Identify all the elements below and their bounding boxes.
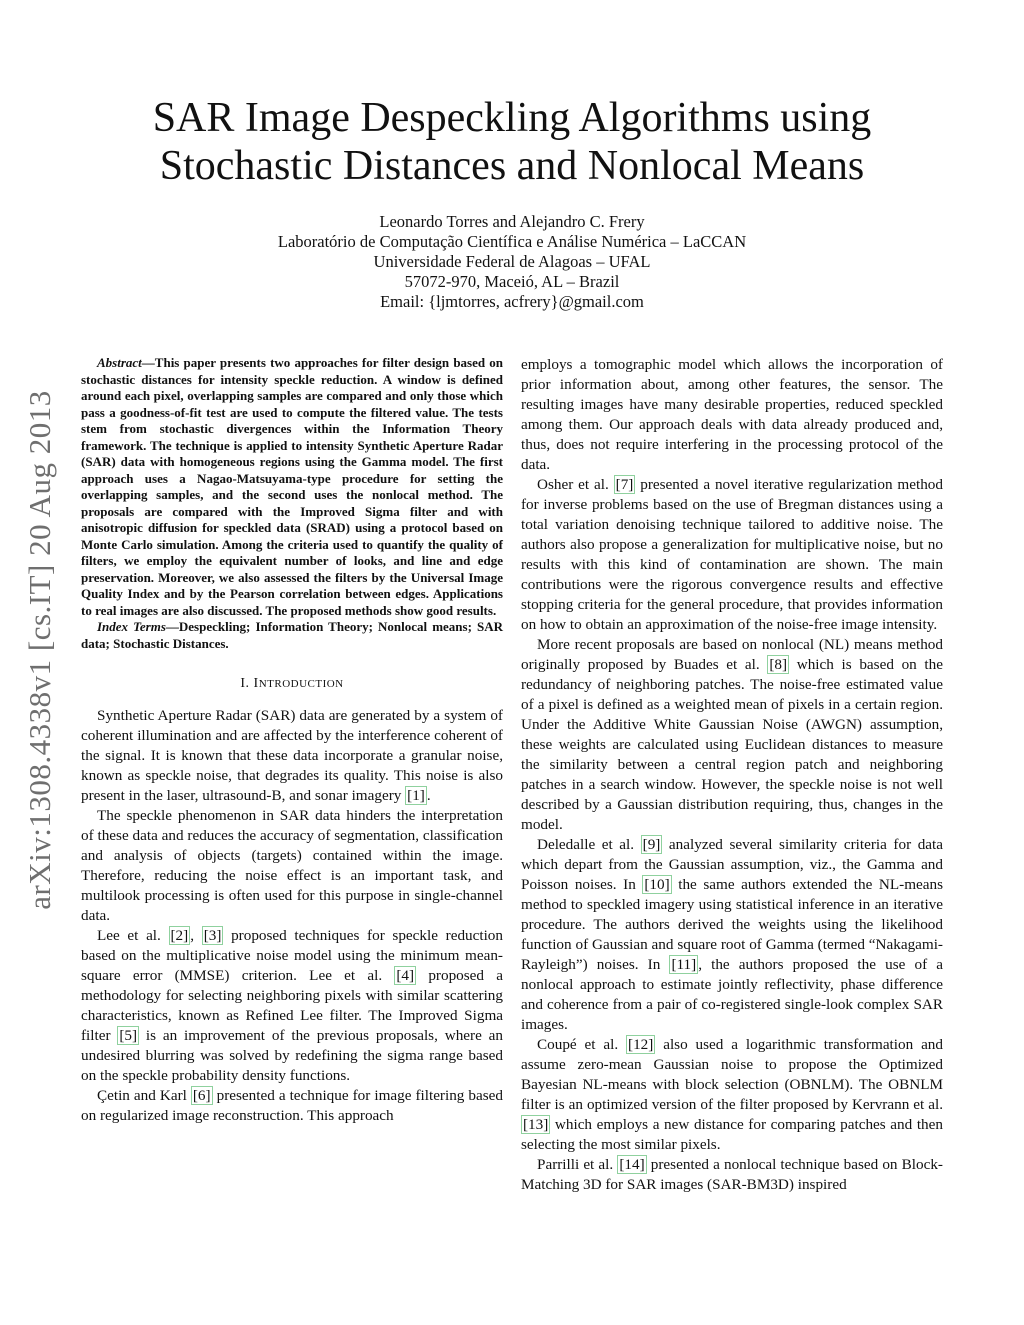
paragraph: More recent proposals are based on nonlocal (NL) means method originally proposed by Buades et al. [8] which is based on the redundancy of neighboring patches. The noise-free estimated value of a pixel is defined as a weighted mean of pixels in a certain region. Under the Additive White Gaussian Noise (AWGN) assumption, these weights are calculated using Euclidean distances to measure the similarity between a central region patch and neighboring patches in a search window. However, the speckle noise is not well described by a Gaussian distribution requiring, thus, changes in the model.: [521, 636, 943, 833]
paragraph: employs a tomographic model which allows the incorporation of prior information about, among other features, the sensor. The resulting images have many desirable properties, reduced speckled among them. Our approach deals with data already produced and, thus, does not require interfering in the processing protocol of the data.: [521, 356, 943, 473]
citation-link[interactable]: [14]: [619, 1156, 645, 1173]
citation-link[interactable]: [3]: [203, 927, 222, 944]
abstract-label: Abstract: [97, 355, 142, 370]
left-column: [81, 355, 503, 1126]
paragraph: Synthetic Aperture Radar (SAR) data are generated by a system of coherent illumination and are affected by the interference coherent of the signal. It is known that these data incorporate a granular noise, known as speckle noise, that degrades its quality. This noise is also present in the laser, ultrasound-B, and sonar imagery [1] .: [81, 707, 503, 804]
section-name: NTRODUCTION: [258, 678, 344, 690]
paragraph: Deledalle et al. [9] analyzed several similarity criteria for data which depart from the Gaussian assumption, viz., the Gamma and Poisson noises. In [10] the same authors extended the NL-means method to speckled imagery using statistical inference in an iterative procedure. The authors derived the weights using the likelihood function of Gaussian and square root of Gamma (termed “Nakagami-Rayleigh”) noises. In [11] , the authors proposed the use of a nonlocal approach to estimate jointly reflectivity, phase difference and coherence from a pair of co-registered single-look complex SAR images.: [521, 836, 944, 1033]
abstract: [81, 355, 503, 619]
right-column: [521, 355, 943, 1195]
citation-link[interactable]: [9]: [642, 836, 661, 853]
citation-link[interactable]: [1]: [407, 787, 425, 804]
index-terms-text: —Despeckling; Information Theory; Nonlocal means; SAR data; Stochastic Distances.: [81, 619, 504, 651]
affiliation-university: Universidade Federal de Alagoas – UFAL: [373, 252, 651, 271]
citation-link[interactable]: [6]: [192, 1087, 211, 1104]
section-heading-introduction: [81, 674, 503, 694]
author-email: Email: {ljmtorres, acfrery}@gmail.com: [380, 292, 644, 311]
citation-link[interactable]: [11]: [671, 956, 697, 973]
citation-link[interactable]: [8]: [769, 656, 788, 673]
index-terms: [81, 619, 503, 652]
arxiv-identifier: arXiv:1308.4338v1 [cs.IT] 20 Aug 2013: [22, 390, 57, 910]
author-names: Leonardo Torres and Alejandro C. Frery: [379, 212, 645, 231]
paragraph: Çetin and Karl [6] presented a technique for image filtering based on regularized image reconstruction. This approach: [81, 1087, 503, 1124]
abstract-text: —This paper presents two approaches for filter design based on stochastic distances for intensity speckle reduction. A window is defined around each pixel, overlapping samples are compared and only those which pass a goodness-of-fit test are used to compute the filtered value. The tests stem from stochastic divergences within the Information Theory framework. The technique is applied to intensity Synthetic Aperture Radar (SAR) data with homogeneous regions using the Gamma model. The first approach uses a Nagao-Matsuyama-type procedure for setting the overlapping samples, and the second uses the nonlocal method. The proposals are compared with the Improved Sigma filter and with anisotropic diffusion for speckled data (SRAD) using a protocol based on Monte Carlo simulation. Among the criteria used to quantify the quality of filters, we employ the equivalent number of looks, and line and edge preservation. Moreover, we also assessed the filters by the Universal Image Quality Index and by the Pearson correlation between edges. Applications to real images are also discussed. The proposed methods show good results.: [81, 355, 503, 618]
citation-link[interactable]: [5]: [119, 1027, 138, 1044]
paragraph: The speckle phenomenon in SAR data hinders the interpretation of these data and reduces the accuracy of segmentation, classification and analysis of objects (targets) contained within the image. Therefore, reducing the noise effect is an important task, and multilook processing is often used for this purpose in single-channel data.: [81, 807, 503, 924]
citation-link[interactable]: [4]: [396, 967, 415, 984]
affiliation-address: 57072-970, Maceió, AL – Brazil: [404, 272, 620, 291]
affiliation-lab: Laboratório de Computação Científica e Análise Numérica – LaCCAN: [277, 232, 747, 251]
paper-title: SAR Image Despeckling Algorithms using Stochastic Distances and Nonlocal Means: [152, 95, 872, 189]
citation-link[interactable]: [12]: [628, 1036, 654, 1053]
section-number: I. I: [240, 676, 259, 691]
citation-link[interactable]: [13]: [523, 1116, 549, 1133]
paragraph: Lee et al. [2] , [3] proposed techniques for speckle reduction based on the multiplicative noise model using the minimum mean-square error (MMSE) criterion. Lee et al. [4] proposed a methodology for selecting neighboring pixels with similar scattering characteristics, known as Refined Lee filter. The Improved Sigma filter [5] is an improvement of the previous proposals, where an undesired blurring was solved by redefining the sigma range based on the speckle probability density functions.: [81, 927, 504, 1084]
index-terms-label: Index Terms: [97, 619, 166, 634]
paragraph: Osher et al. [7] presented a novel iterative regularization method for inverse problems based on the use of Bregman distances using a total variation denoising technique tailored to additive noise. The authors also propose a generalization for multiplicative noise, but no results with this kind of contamination are shown. The main contributions were the rigorous convergence results and effective stopping criteria for the general procedure, that provides information on how to obtain an approximation of the noise-free image intensity.: [521, 476, 943, 633]
author-block: [120, 212, 904, 312]
paragraph: Coupé et al. [12] also used a logarithmic transformation and assume zero-mean Gaussian noise to propose the Optimized Bayesian NL-means with block selection (OBNLM). The OBNLM filter is an optimized version of the filter proposed by Kervrann et al. [13] which employs a new distance for comparing patches and then selecting the most similar pixels.: [521, 1036, 943, 1153]
citation-link[interactable]: [7]: [615, 476, 634, 493]
paragraph: Parrilli et al. [14] presented a nonlocal technique based on Block-Matching 3D for SAR images (SAR-BM3D) inspired: [521, 1156, 943, 1193]
citation-link[interactable]: [2]: [170, 927, 189, 944]
citation-link[interactable]: [10]: [644, 876, 670, 893]
